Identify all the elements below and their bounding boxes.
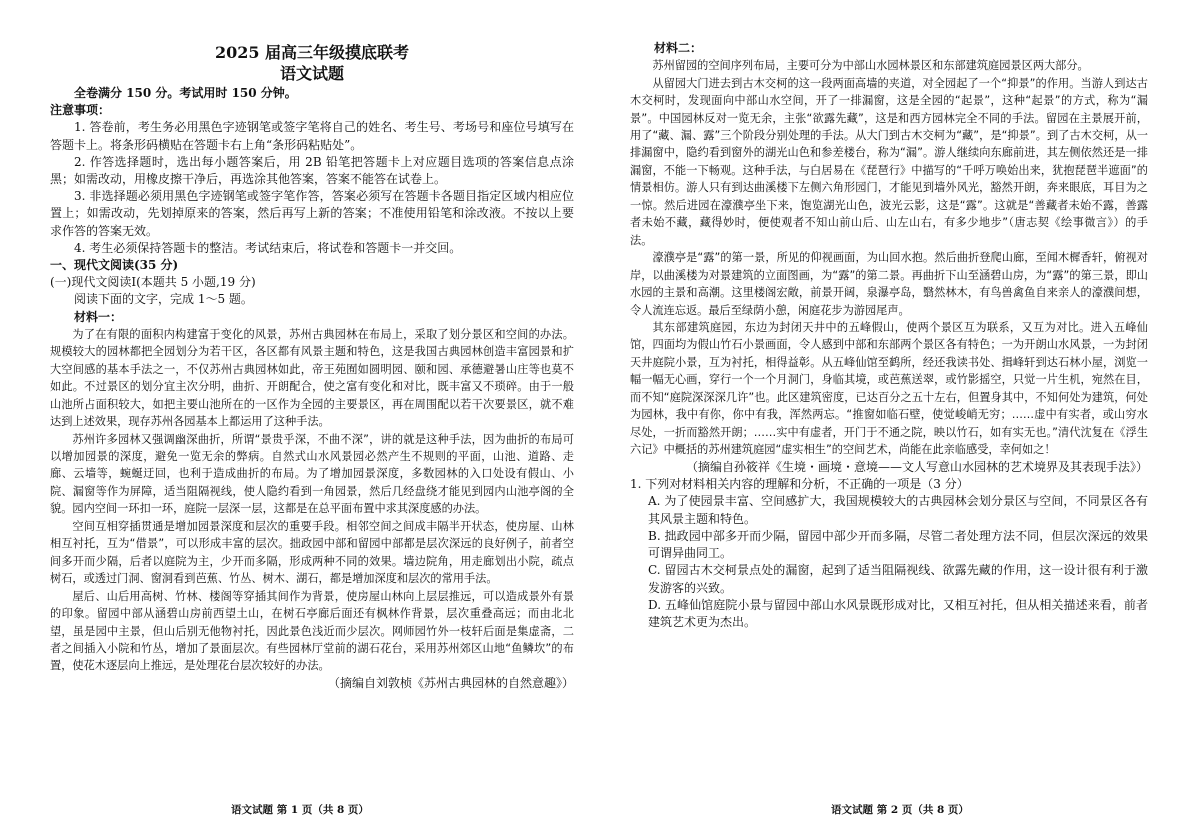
material-paragraph: 从留园大门进去到古木交柯的这一段两面高墙的夹道，对全园起了一个“抑景”的作用。当游人到达古木交柯时，发现面向中部山水空间，开了一排漏窗，这是全园的“起景”，这种“起景”的方式，称为“漏景”。中国园林反对一览无余，主张“欲露先藏”，这是和西方园林完全不同的手法。留园在主景展开前，用了“藏、漏、露”三个阶段分别处理的手法。从大门到古木交柯为“藏”，是“抑景”。到了古木交柯，从一排漏窗中，隐约看到窗外的湖光山色和参差楼台，称为“漏”。游人继续向东廊前进，其左侧依然还是一排漏窗，不能一下畅观。这种手法，与白居易在《琵琶行》中描写的“千呼万唤始出来，犹抱琵琶半遮面”的情景相仿。游人只有到达曲溪楼下左侧六角形园门，才能见到墙外风光，豁然开朗，奔来眼底，耳目为之一惊。然后进园在濠濮亭坐下来，饱览湖光山色，波光云影，这是“露”。这就是“善藏者未始不露，善露者未始不藏，藏得妙时，便使观者不知山前山后、山左山右，有多少地步”（唐志契《绘事微言》）的手法。 [630, 76, 1148, 247]
notice-item: 3. 非选择题必须用黑色字迹钢笔或签字笔作答，答案必须写在答题卡各题目指定区域内相应位置上；如需改动，先划掉原来的答案，然后再写上新的答案；不准使用铅笔和涂改液。不按以上要求作答的答案无效。 [50, 189, 574, 238]
exam-title: 2025 届高三年级摸底联考 [214, 43, 410, 62]
notice-item: 4. 考生必须保持答题卡的整洁。考试结束后，将试卷和答题卡一并交回。 [74, 240, 462, 255]
option-d [648, 597, 1148, 632]
material-paragraph: 为了在有限的面积内构建富于变化的风景，苏州古典园林在布局上，采取了划分景区和空间的办法。规模较大的园林都把全园划分为若干区，各区都有风景主题和特色，这是我国古典园林创造丰富园景和扩大空间感的基本手法之一，不仅苏州古典园林如此，帝王苑囿如圆明园、颐和园、承德避暑山庄等也莫不如此。不过景区的划分宜主次分明，曲折、开朗配合，使之富有变化和对比，既丰富又不琐碎。由于一般山池所占面积较大，如把主要山池所在的一区作为全园的主要景区，再在周围配以若干次要景区，就不难达到上述效果，现存苏州各园基本上都运用了这种手法。 [50, 327, 574, 429]
notice-heading: 注意事项： [50, 103, 111, 118]
material-paragraph: 苏州许多园林又强调幽深曲折，所谓“景贵乎深，不曲不深”，讲的就是这种手法，因为曲折的布局可以增加园景的深度，避免一览无余的弊病。自然式山水风景园必然产生不规则的平面，山池、道路、走廊、云墙等，蜿蜒迂回，也利于造成曲折的布局。为了增加园景深度，多数园林的入口处设有假山、小院、漏窗等作为屏障，适当阻隔视线，使人隐约看到一角园景，然后几经盘绕才能见到园内山池亭阁的全貌。园内空间一环扣一环，庭院一层深一层，这都是在总平面布置中求其深度感的办法。 [50, 432, 574, 516]
material-heading: 材料二： [654, 41, 703, 55]
material-paragraph: 屋后、山后用高树、竹林、楼阁等穿插其间作为背景，使房屋山林向上层层推远，可以造成景外有景的印象。留园中部从涵碧山房前西望土山，在树石亭廊后面还有枫林作背景，层次重叠高远；而由北北望，虽是园中主景，但山后别无他物衬托，因此景色浅近而少层次。网师园竹外一枝轩后面是集虚斋，二者之间插入小院和竹丛，增加了景面层次。有些园林厅堂前的湖石花台，采用苏州郊区山地“鱼鳞坎”的布置，使花木逐层向上推远，是处理花台层次较好的办法。 [50, 589, 574, 673]
option-letter: A. [648, 494, 661, 509]
subject-title: 语文试题 [279, 64, 344, 83]
material-paragraph: 濠濮亭是“露”的第一景，所见的仰视画面，为山回水抱。然后曲折登爬山廊，至闻木樨香轩，俯视对岸，以曲溪楼为对景建筑的立面图画，为“露”的第二景。再曲折下山至涵碧山房，为“露”的第三景，即山水园的主景和高潮。这里楼阁宏敞，前景开阔，泉瀑亭岛，翳然林木，有鸟兽禽鱼自来亲人的濠濮间想，令人流连忘返。最后至绿荫小憩，闲庭花步为游园尾声。 [630, 251, 1148, 317]
material-heading: 材料一： [74, 309, 123, 324]
material-paragraph: 空间互相穿插贯通是增加园景深度和层次的重要手段。相邻空间之间成丰隔半开状态，使房屋、山林相互衬托，互为“借景”，可以形成丰富的层次。拙政园中部和留园中部都是层次深远的良好例子，前者空间多开而少隔，后者以庭院为主，少开而多隔，形成两种不同的效果。墙边院角，用走廊划出小院，疏点树石，或透过门洞、窗洞看到芭蕉、竹丛、树木、湖石，都是增加深度和层次的常用手法。 [50, 519, 574, 586]
option-text: 五峰仙馆庭院小景与留园中部山水风景既形成对比，又相互衬托，但从相关描述来看，前者建筑艺术更为杰出。 [648, 598, 1148, 630]
material-paragraph: 苏州留园的空间序列布局，主要可分为中部山水园林景区和东部建筑庭园景区两大部分。 [652, 59, 1089, 73]
option-b [648, 528, 1148, 563]
question-stem: 1. 下列对材料相关内容的理解和分析，不正确的一项是（3 分） [630, 477, 969, 492]
material-paragraph: 其东部建筑庭园，东边为封闭天井中的五峰假山，使两个景区互为联系，又互为对比。进入五峰仙馆，四面均为假山竹石小景画面，令人感到中部和东部两个景区各有特色；一为开朗山水风景，一为封闭天井庭院小景，互为衬托，相得益彰。从五峰仙馆至鹤所，经还我读书处、揖峰轩到达石林小屋，浏览一幅一幅无心画，穿行一个一个月洞门，身临其境，或芭蕉送翠，或竹影摇空，只觉一片生机，宛然在目，而不知“庭院深深深几许”也。此区建筑密度，已达百分之五十左右，但置身其中，不知何处为建筑，何处为园林，我中有你，你中有我，浑然两忘。“推窗如临石壁，使觉峻峭无穷；……虚中有实者，或山穷水尽处，一折而豁然开朗；……实中有虚者，开门于不通之院，映以竹石，如有实无也。”清代沈复在《浮生六记》中概括的苏州建筑庭园“虚实相生”的空间艺术，尚能在此亲临感受，幸何如之！ [630, 321, 1148, 457]
option-text: 为了使园景丰富、空间感扩大，我国规模较大的古典园林会划分景区与空间，不同景区各有其风景主题和特色。 [648, 494, 1148, 526]
option-letter: B. [648, 528, 661, 543]
page-footer: 语文试题 第 2 页（共 8 页） [831, 804, 969, 816]
page-2 [600, 0, 1200, 833]
option-letter: D. [648, 598, 662, 613]
option-text: 拙政园中部多开而少隔，留园中部少开而多隔，尽管二者处理方法不同，但层次深远的效果可谓异曲同工。 [648, 528, 1148, 561]
notice-item: 2. 作答选择题时，选出每小题答案后，用 2B 铅笔把答题卡上对应题目选项的答案信息点涂黑；如需改动，用橡皮擦干净后，再选涂其他答案，答案不能答在试卷上。 [50, 154, 574, 187]
section-heading: 一、现代文阅读(35 分) [50, 258, 179, 273]
notice-item: 1. 答卷前，考生务必用黑色字迹钢笔或签字笔将自己的姓名、考生号、考场号和座位号填写在答题卡上。将条形码横贴在答题卡右上角“条形码粘贴处”。 [50, 120, 574, 152]
instruction: 阅读下面的文字，完成 1～5 题。 [74, 292, 253, 307]
material-source: （摘编自孙筱祥《生境・画境・意境——文人写意山水园林的艺术境界及其表现手法》） [685, 459, 1148, 474]
score-line: 全卷满分 150 分。考试用时 150 分钟。 [74, 86, 297, 100]
subsection-heading: (一)现代文阅读Ⅰ(本题共 5 小题,19 分) [50, 275, 256, 290]
option-a [648, 493, 1148, 528]
option-letter: C. [648, 563, 661, 578]
option-text: 留园古木交柯景点处的漏窗，起到了适当阻隔视线、欲露先藏的作用，这一设计很有利于激发游客的兴致。 [648, 563, 1148, 595]
option-c [648, 562, 1148, 597]
material-source: （摘编自刘敦桢《苏州古典园林的自然意趣》） [327, 675, 574, 690]
page-footer: 语文试题 第 1 页（共 8 页） [231, 804, 369, 816]
